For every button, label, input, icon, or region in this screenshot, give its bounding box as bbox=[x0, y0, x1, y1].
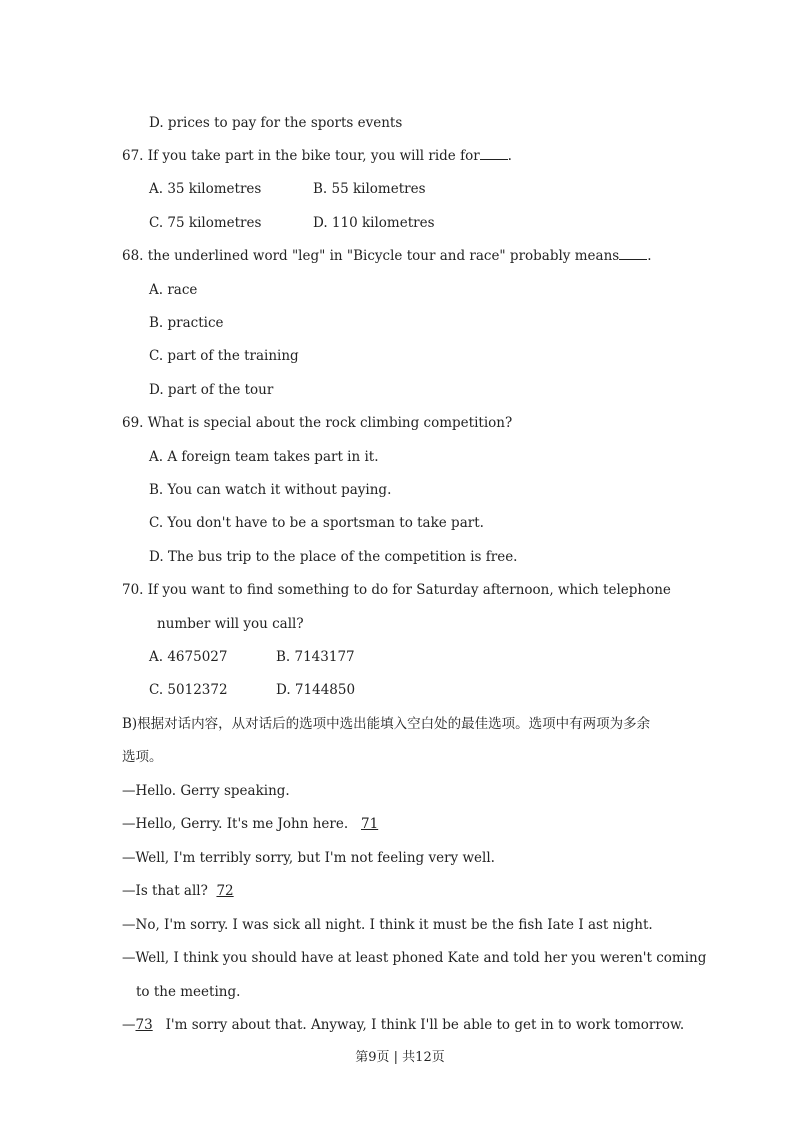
dialogue-line-7-dash: — bbox=[122, 1017, 136, 1033]
dialogue-line-7-text: I'm sorry about that. Anyway, I think I'll be able to get in to work tomorrow. bbox=[165, 1017, 685, 1033]
q70-option-d: D. 7144850 bbox=[276, 682, 356, 698]
page-footer: 第9页 | 共12页 bbox=[355, 1050, 445, 1065]
blank-72: 72 bbox=[216, 883, 234, 899]
q70-stem-line1: 70. If you want to find something to do for Saturday afternoon, which telephone bbox=[122, 582, 671, 598]
q69-option-b: B. You can watch it without paying. bbox=[149, 482, 392, 498]
answer-blank bbox=[480, 147, 508, 160]
q69-option-a: A. A foreign team takes part in it. bbox=[149, 449, 379, 465]
q67-stem-end: . bbox=[507, 148, 512, 164]
q70-option-c: C. 5012372 bbox=[149, 682, 228, 698]
q68-option-b: B. practice bbox=[149, 315, 224, 331]
dialogue-line-3: —Well, I'm terribly sorry, but I'm not feeling very well. bbox=[122, 850, 495, 866]
q67-stem-text: 67. If you take part in the bike tour, you will ride for bbox=[122, 148, 480, 164]
dialogue-line-2 bbox=[122, 815, 378, 833]
q67-option-c: C. 75 kilometres bbox=[149, 215, 262, 231]
blank-71: 71 bbox=[361, 816, 379, 832]
q70-option-b: B. 7143177 bbox=[276, 649, 355, 665]
dialogue-line-6b: to the meeting. bbox=[136, 984, 241, 1000]
dialogue-line-4 bbox=[122, 882, 234, 900]
q68-stem-text: 68. the underlined word "leg" in "Bicycle tour and race" probably means bbox=[122, 248, 620, 264]
dialogue-line-7 bbox=[122, 1016, 684, 1034]
q69-stem: 69. What is special about the rock climbing competition? bbox=[122, 415, 513, 431]
q69-option-c: C. You don't have to be a sportsman to take part. bbox=[149, 515, 484, 531]
q68-option-a: A. race bbox=[149, 282, 198, 298]
q68-option-c: C. part of the training bbox=[149, 348, 299, 364]
q66-option-d: D. prices to pay for the sports events bbox=[149, 115, 403, 131]
section-b-instruction-line1: B)根据对话内容，从对话后的选项中选出能填入空白处的最佳选项。选项中有两项为多余 bbox=[122, 716, 651, 732]
q70-stem-line2: number will you call? bbox=[157, 616, 304, 632]
blank-73: 73 bbox=[135, 1017, 153, 1033]
q69-option-d: D. The bus trip to the place of the competition is free. bbox=[149, 549, 518, 565]
dialogue-line-4-text: —Is that all? bbox=[122, 883, 208, 899]
q68-stem-end: . bbox=[647, 248, 652, 264]
section-b-instruction-line2: 选项。 bbox=[122, 749, 163, 765]
q70-option-a: A. 4675027 bbox=[149, 649, 228, 665]
q67-stem bbox=[122, 147, 512, 165]
dialogue-line-5: —No, I'm sorry. I was sick all night. I think it must be the fish Iate I ast night. bbox=[122, 917, 653, 933]
q68-option-d: D. part of the tour bbox=[149, 382, 274, 398]
q67-option-a: A. 35 kilometres bbox=[149, 181, 262, 197]
answer-blank bbox=[619, 247, 647, 260]
q68-stem bbox=[122, 247, 651, 265]
q67-option-d: D. 110 kilometres bbox=[313, 215, 435, 231]
dialogue-line-1: —Hello. Gerry speaking. bbox=[122, 783, 290, 799]
q67-option-b: B. 55 kilometres bbox=[313, 181, 426, 197]
dialogue-line-2-text: —Hello, Gerry. It's me John here. bbox=[122, 816, 349, 832]
dialogue-line-6a: —Well, I think you should have at least phoned Kate and told her you weren't coming bbox=[122, 950, 707, 966]
